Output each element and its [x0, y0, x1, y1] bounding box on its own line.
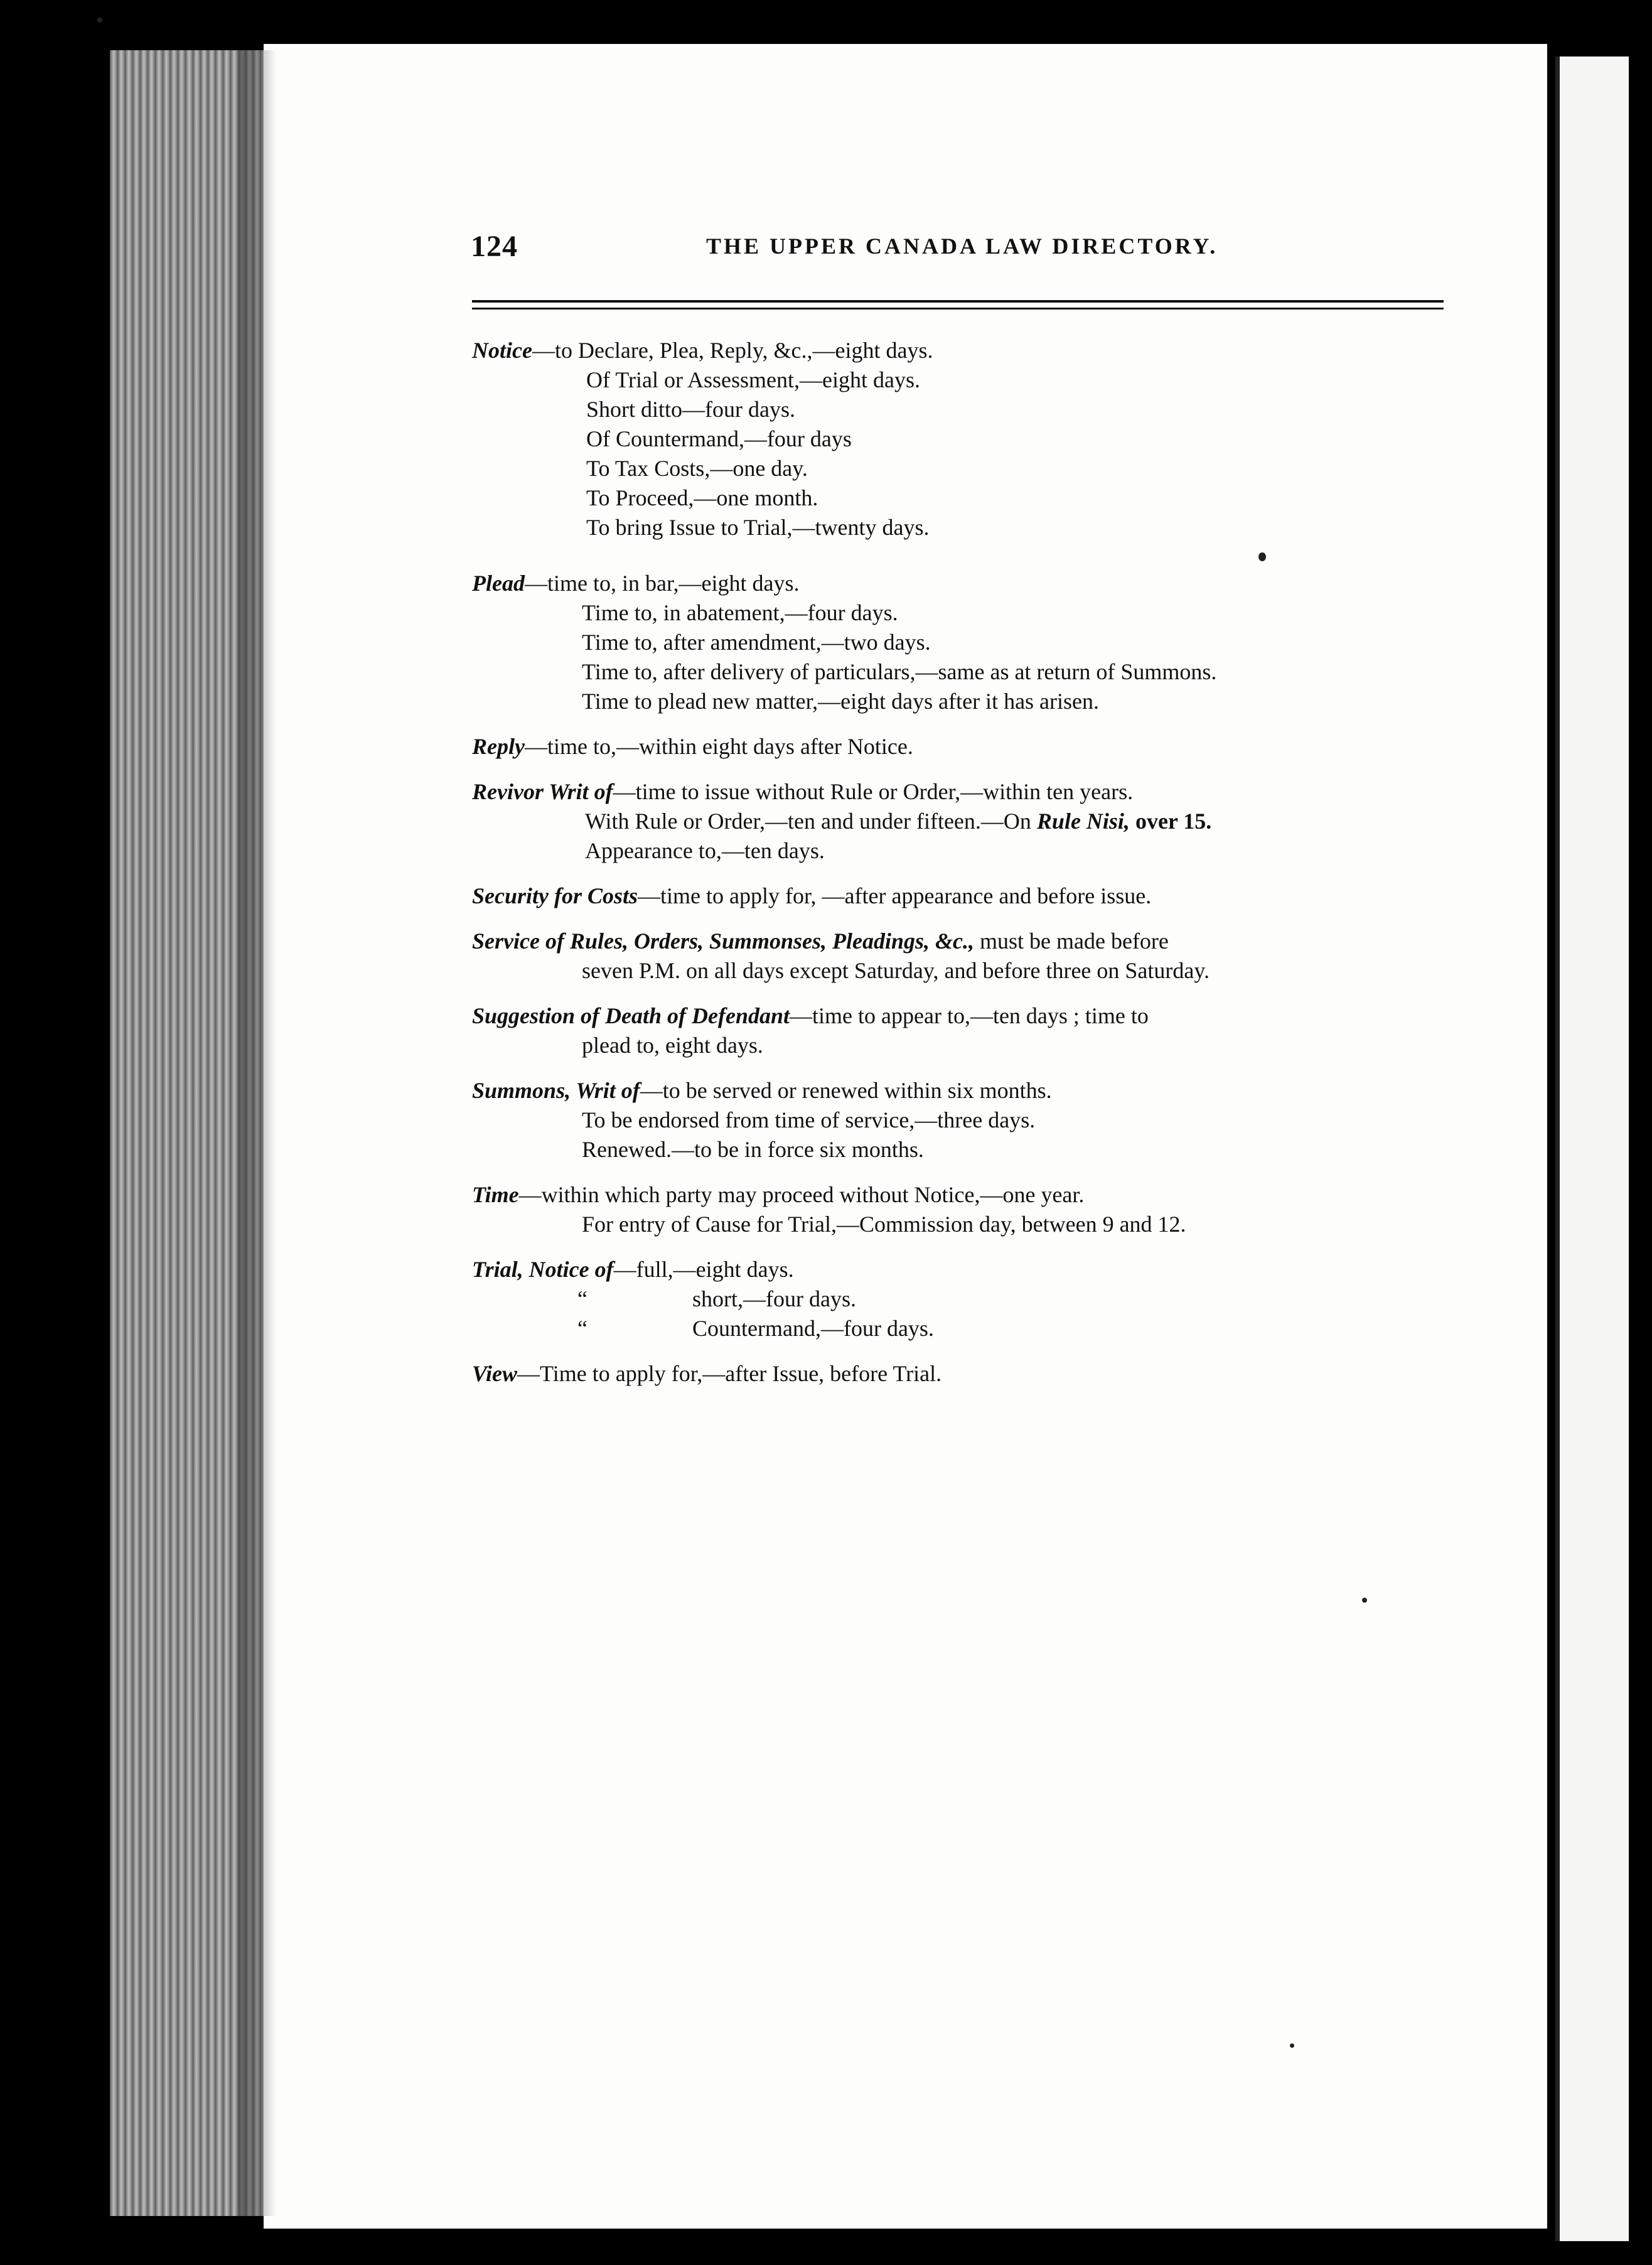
ditto-mark: “ [577, 1316, 587, 1341]
entry-plead [472, 569, 1451, 716]
entry-text: must be made before [974, 928, 1169, 954]
entry-notice [472, 336, 1451, 542]
entry-text: —time to, in bar,—eight days. [524, 571, 800, 596]
entry-line [472, 927, 1451, 956]
entry-text: With Rule or Order,—ten and under fifteen.—On [585, 809, 1037, 834]
entry-security [472, 881, 1451, 911]
entry-line [472, 1359, 1451, 1389]
entry-line: Of Trial or Assessment,—eight days. [586, 367, 921, 392]
next-page-edge [1555, 56, 1560, 2241]
entry-revivor [472, 777, 1451, 866]
entry-line: Time to, after delivery of particulars,—same as at return of Summons. [582, 659, 1217, 684]
entry-text: —full,—eight days. [613, 1257, 794, 1282]
scan-speck [97, 18, 102, 23]
entry-line [472, 1180, 1451, 1210]
entry-text: —time to,—within eight days after Notice. [524, 734, 913, 759]
entry-time [472, 1180, 1451, 1239]
entry-head: Trial, Notice of [472, 1257, 614, 1282]
entry-line: To bring Issue to Trial,—twenty days. [586, 515, 930, 540]
entry-line: Of Countermand,—four days [586, 426, 852, 451]
entry-line [472, 1076, 1451, 1106]
scan-speck [1362, 1598, 1367, 1603]
entry-text: —time to apply for, —after appearance and before issue. [638, 883, 1152, 908]
entry-line: To be endorsed from time of service,—three days. [582, 1107, 1036, 1132]
page-header [471, 229, 1450, 273]
entry-head: Security for Costs [472, 883, 638, 908]
entry-line: seven P.M. on all days except Saturday, and before three on Saturday. [582, 958, 1210, 983]
entry-head: Revivor Writ of [472, 779, 613, 804]
entry-line [472, 1001, 1451, 1031]
entry-text: short,—four days. [692, 1286, 856, 1311]
entry-line [472, 807, 1451, 836]
entry-line [472, 881, 1451, 911]
entry-head: Time [472, 1182, 519, 1207]
entry-text: —to Declare, Plea, Reply, &c.,—eight days. [532, 338, 933, 363]
entry-line: To Proceed,—one month. [586, 485, 818, 510]
entry-head: Summons, Writ of [472, 1078, 640, 1103]
entry-suggestion [472, 1001, 1451, 1060]
rule-nisi-term: Rule Nisi, [1036, 809, 1130, 834]
next-page-sliver [1560, 56, 1629, 2241]
entry-line [472, 732, 1451, 761]
entry-line: Short ditto—four days. [586, 397, 795, 422]
entry-line [472, 1284, 1451, 1314]
entry-text: Countermand,—four days. [692, 1316, 934, 1341]
entry-head: Notice [472, 338, 532, 363]
entry-line: plead to, eight days. [582, 1033, 763, 1058]
entry-line [472, 336, 1451, 365]
scan-speck [1258, 552, 1266, 561]
entry-line: For entry of Cause for Trial,—Commission day, between 9 and 12. [582, 1212, 1186, 1237]
entry-text: over 15. [1129, 809, 1212, 834]
binding-shadow [239, 50, 276, 2216]
ditto-mark: “ [577, 1286, 587, 1311]
scan-speck [1290, 2043, 1294, 2048]
entry-line: Renewed.—to be in force six months. [582, 1137, 924, 1162]
entry-text: —time to issue without Rule or Order,—within ten years. [613, 779, 1134, 804]
entry-text: —Time to apply for,—after Issue, before Trial. [517, 1361, 942, 1386]
entry-line: Time to, after amendment,—two days. [582, 630, 931, 655]
page-number: 124 [471, 230, 518, 263]
entry-reply [472, 732, 1451, 761]
entry-line [472, 1314, 1451, 1343]
running-title: THE UPPER CANADA LAW DIRECTORY. [706, 234, 1218, 259]
page-body [472, 336, 1451, 1404]
entry-head: Suggestion of Death of Defendant [472, 1003, 790, 1028]
entry-line [472, 569, 1451, 598]
entry-line: Time to, in abatement,—four days. [582, 600, 898, 625]
header-rule-double [472, 308, 1444, 309]
entry-summons [472, 1076, 1451, 1165]
entry-head: Plead [472, 571, 525, 596]
entry-head: Service of Rules, Orders, Summonses, Pleadings, &c., [472, 928, 975, 954]
entry-text: —to be served or renewed within six months. [640, 1078, 1052, 1103]
entry-line [472, 777, 1451, 807]
entry-text: —within which party may proceed without Notice,—one year. [518, 1182, 1085, 1207]
entry-line: Appearance to,—ten days. [585, 838, 825, 863]
entry-head: View [472, 1361, 518, 1386]
entry-line: To Tax Costs,—one day. [586, 456, 808, 481]
entry-line: Time to plead new matter,—eight days after it has arisen. [582, 689, 1100, 714]
entry-service [472, 927, 1451, 986]
entry-text: —time to appear to,—ten days ; time to [790, 1003, 1149, 1028]
entry-view [472, 1359, 1451, 1389]
entry-trial [472, 1255, 1451, 1343]
entry-head: Reply [472, 734, 525, 759]
header-rule [472, 300, 1444, 303]
entry-line [472, 1255, 1451, 1284]
